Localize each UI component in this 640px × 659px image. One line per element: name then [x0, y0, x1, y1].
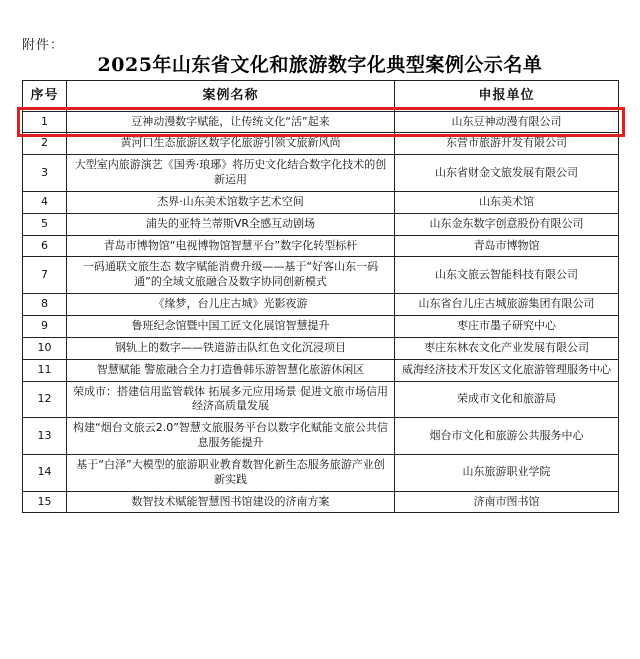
cell-case-name: 大型室内旅游演艺《国秀·琅琊》将历史文化结合数字化技术的创新运用: [67, 155, 395, 192]
cell-case-name: 荣成市：搭建信用监管载体 拓展多元应用场景 促进文旅市场信用经济高质量发展: [67, 381, 395, 418]
cell-unit: 山东文旅云智能科技有限公司: [395, 257, 619, 294]
cell-unit: 威海经济技术开发区文化旅游管理服务中心: [395, 359, 619, 381]
cell-index: 1: [23, 111, 67, 133]
cell-unit: 济南市图书馆: [395, 491, 619, 513]
cell-index: 12: [23, 381, 67, 418]
cell-unit: 山东旅游职业学院: [395, 454, 619, 491]
case-listing-table: [22, 80, 619, 513]
table-row: [23, 359, 619, 381]
table-header-row: [23, 81, 619, 112]
table-row: [23, 491, 619, 513]
table-row: [23, 315, 619, 337]
cell-unit: 山东豆神动漫有限公司: [395, 111, 619, 133]
table-body: [23, 111, 619, 513]
cell-unit: 山东省台儿庄古城旅游集团有限公司: [395, 294, 619, 316]
table-row: [23, 257, 619, 294]
cell-index: 11: [23, 359, 67, 381]
cell-index: 2: [23, 133, 67, 155]
cell-index: 9: [23, 315, 67, 337]
cell-case-name: 《缘梦，台儿庄古城》光影夜游: [67, 294, 395, 316]
cell-unit: 荣成市文化和旅游局: [395, 381, 619, 418]
cell-unit: 山东金东数字创意股份有限公司: [395, 213, 619, 235]
cell-unit: 山东美术馆: [395, 191, 619, 213]
column-header-unit: 申报单位: [395, 81, 619, 112]
cell-unit: 烟台市文化和旅游公共服务中心: [395, 418, 619, 455]
table-row: [23, 418, 619, 455]
cell-unit: 东营市旅游开发有限公司: [395, 133, 619, 155]
cell-index: 6: [23, 235, 67, 257]
attachment-label: 附件：: [22, 38, 65, 53]
table-row: [23, 454, 619, 491]
cell-case-name: 钢轨上的数字——铁道游击队红色文化沉浸项目: [67, 337, 395, 359]
cell-index: 10: [23, 337, 67, 359]
cell-case-name: 杰界·山东美术馆数字艺术空间: [67, 191, 395, 213]
cell-case-name: 黄河口生态旅游区数字化旅游引领文旅新风尚: [67, 133, 395, 155]
cell-unit: 山东省财金文旅发展有限公司: [395, 155, 619, 192]
table-row: [23, 133, 619, 155]
cell-case-name: 构建“烟台文旅云2.0”智慧文旅服务平台以数字化赋能文旅公共信息服务能提升: [67, 418, 395, 455]
table-row: [23, 294, 619, 316]
cell-case-name: 智慧赋能 警旅融合全力打造鲁韩乐游智慧化旅游休闲区: [67, 359, 395, 381]
column-header-index: 序号: [23, 81, 67, 112]
cell-unit: 青岛市博物馆: [395, 235, 619, 257]
cell-unit: 枣庄东林农文化产业发展有限公司: [395, 337, 619, 359]
table-header: [23, 81, 619, 112]
table-row: [23, 381, 619, 418]
cell-index: 3: [23, 155, 67, 192]
cell-index: 14: [23, 454, 67, 491]
page-title: 2025年山东省文化和旅游数字化典型案例公示名单: [97, 54, 543, 76]
table-row: [23, 155, 619, 192]
cell-case-name: 一码通联文旅生态 数字赋能消费升级——基于“好客山东一码通”的全域文旅融合及数字协同创新模式: [67, 257, 395, 294]
table-row: [23, 111, 619, 133]
table-row: [23, 191, 619, 213]
cell-unit: 枣庄市墨子研究中心: [395, 315, 619, 337]
cell-index: 15: [23, 491, 67, 513]
cell-case-name: 鲁班纪念馆暨中国工匠文化展馆智慧提升: [67, 315, 395, 337]
cell-case-name: 数智技术赋能智慧图书馆建设的济南方案: [67, 491, 395, 513]
cell-case-name: 基于“白泽”大模型的旅游职业教育数智化新生态服务旅游产业创新实践: [67, 454, 395, 491]
cell-index: 8: [23, 294, 67, 316]
cell-index: 13: [23, 418, 67, 455]
table-row: [23, 213, 619, 235]
cell-index: 7: [23, 257, 67, 294]
cell-index: 4: [23, 191, 67, 213]
table-row: [23, 235, 619, 257]
cell-case-name: 青岛市博物馆“电视博物馆智慧平台”数字化转型标杆: [67, 235, 395, 257]
column-header-case-name: 案例名称: [67, 81, 395, 112]
cell-index: 5: [23, 213, 67, 235]
table-row: [23, 337, 619, 359]
cell-case-name: 浦失的亚特兰蒂斯VR全感互动剧场: [67, 213, 395, 235]
cell-case-name: 豆神动漫数字赋能，让传统文化“活”起来: [67, 111, 395, 133]
